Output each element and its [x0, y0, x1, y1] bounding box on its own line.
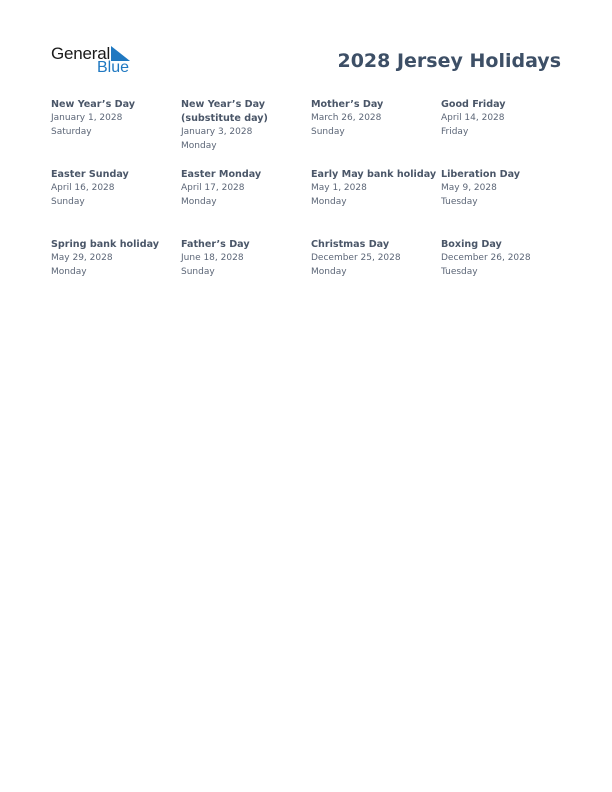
holiday-item [51, 168, 179, 209]
holiday-name: Early May bank holiday [311, 169, 437, 180]
holiday-name: Mother’s Day [311, 99, 384, 110]
holiday-date: January 1, 2028 [51, 113, 123, 123]
holiday-name: Spring bank holiday [51, 239, 160, 250]
holiday-weekday: Tuesday [441, 266, 478, 277]
holiday-weekday: Sunday [51, 196, 85, 207]
logo-general-text: General [51, 44, 111, 63]
holiday-weekday: Monday [51, 266, 87, 277]
holiday-item [51, 238, 179, 279]
holiday-name: Liberation Day [441, 169, 521, 180]
holiday-name: Father’s Day [181, 239, 250, 250]
holiday-date: December 26, 2028 [441, 253, 531, 263]
holiday-item [311, 98, 439, 139]
holiday-name: New Year’s Day [51, 99, 136, 110]
holiday-date: May 1, 2028 [311, 183, 367, 193]
holiday-weekday: Sunday [311, 126, 345, 137]
holiday-weekday: Friday [441, 126, 469, 137]
holiday-item [311, 238, 439, 279]
holiday-date: April 14, 2028 [441, 113, 505, 123]
holiday-name-continued: (substitute day) [181, 113, 268, 124]
holiday-date: January 3, 2028 [181, 127, 253, 137]
holiday-item [51, 98, 179, 139]
holiday-weekday: Sunday [181, 266, 215, 277]
holiday-name: Easter Sunday [51, 169, 129, 180]
holiday-item [441, 238, 569, 279]
holiday-item [181, 238, 309, 279]
holiday-date: May 9, 2028 [441, 183, 497, 193]
holiday-weekday: Monday [181, 140, 217, 151]
holiday-weekday: Monday [181, 196, 217, 207]
holiday-name: Easter Monday [181, 169, 262, 180]
holiday-item [311, 168, 439, 209]
holiday-name: New Year’s Day [181, 99, 266, 110]
holiday-date: April 16, 2028 [51, 183, 115, 193]
holiday-weekday: Tuesday [441, 196, 478, 207]
logo-blue-text: Blue [97, 59, 130, 76]
holiday-date: December 25, 2028 [311, 253, 401, 263]
holiday-item [181, 168, 309, 209]
holiday-date: May 29, 2028 [51, 253, 113, 263]
holiday-item [181, 98, 309, 153]
holiday-date: March 26, 2028 [311, 113, 382, 123]
holiday-item [441, 98, 569, 139]
holiday-item [441, 168, 569, 209]
holiday-name: Christmas Day [311, 239, 390, 250]
holiday-weekday: Monday [311, 266, 347, 277]
holiday-weekday: Monday [311, 196, 347, 207]
holiday-weekday: Saturday [51, 126, 92, 137]
logo [51, 44, 141, 80]
holiday-name: Good Friday [441, 99, 506, 110]
holiday-name: Boxing Day [441, 239, 502, 250]
holiday-date: April 17, 2028 [181, 183, 245, 193]
page-title: 2028 Jersey Holidays [337, 50, 561, 72]
holiday-date: June 18, 2028 [181, 253, 244, 263]
